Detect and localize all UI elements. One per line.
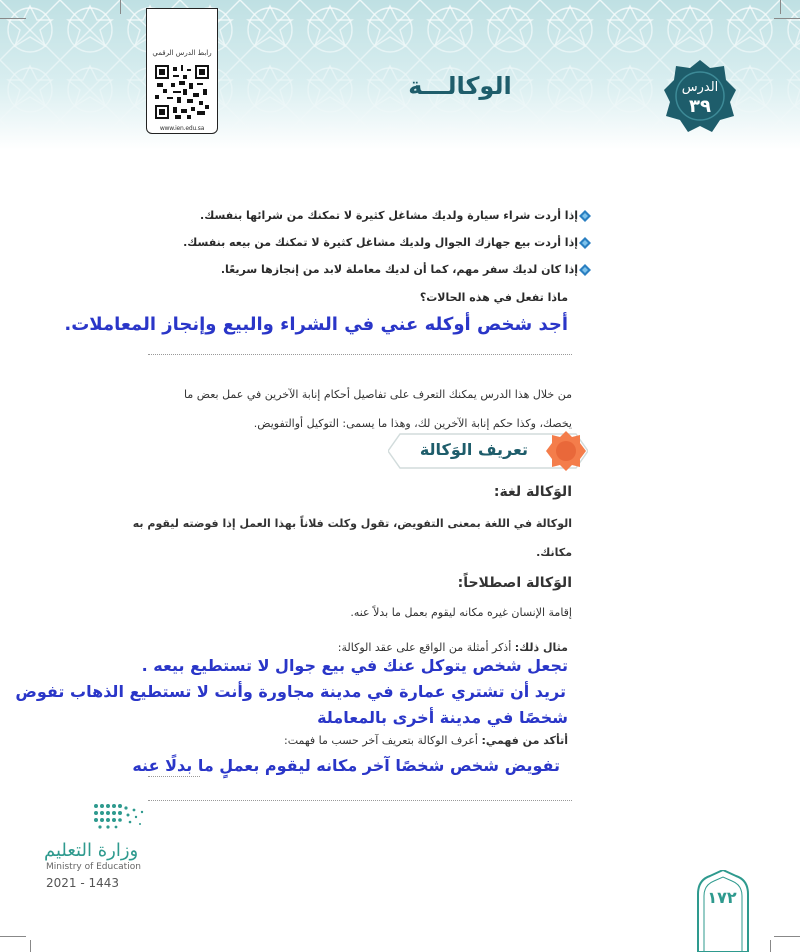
- question-text: إذا كان لديك سفر مهم، كما أن لديك معاملة لابد من إنجازها سريعًا.: [220, 263, 578, 276]
- edition-year: 2021 - 1443: [46, 876, 120, 890]
- example-answer-1[interactable]: تجعل شخص يتوكل عنك في بيع جوال لا تستطيع بيعه .: [141, 656, 568, 675]
- overview-line-2: يخصك، وكذا حكم إنابة الآخرين لك، وهذا ما يسمى: التوكيل أوالتفويض.: [253, 417, 572, 430]
- lesson-badge-number: ٣٩: [689, 96, 711, 117]
- lesson-title: الوكالـــة: [408, 72, 512, 100]
- example-label: مثال ذلك:: [514, 641, 568, 654]
- example-answer-3[interactable]: شخصًا في مدينة أخرى بالمعاملة: [317, 708, 568, 727]
- example-prompt-line: [338, 641, 568, 654]
- section-title: تعريف الوَكالة: [419, 440, 528, 459]
- definition-term-text: إقامة الإنسان غيره مكانه ليقوم بعمل ما بدلاً عنه.: [350, 606, 572, 619]
- crop-mark: [120, 0, 121, 14]
- bullet-icon: [578, 263, 592, 277]
- lesson-badge-label: الدرس: [681, 80, 719, 95]
- question-text: إذا أردت شراء سيارة ولديك مشاغل كثيرة لا تمكنك من شرائها بنفسك.: [200, 209, 578, 222]
- crop-mark: [0, 936, 26, 937]
- definition-term-heading: الوَكالة اصطلاحاً:: [457, 575, 572, 591]
- crop-mark: [774, 936, 800, 937]
- bullet-icon: [578, 236, 592, 250]
- qr-url[interactable]: www.ien.edu.sa: [159, 125, 205, 132]
- definition-language-line-2: مكانك.: [536, 546, 572, 559]
- check-answer[interactable]: تفويض شخص شخصًا آخر مكانه ليقوم بعملٍ ما بدلًا عنه: [132, 756, 560, 775]
- crop-mark: [770, 940, 771, 952]
- intro-prompt: ماذا تفعل في هذه الحالات؟: [419, 291, 568, 304]
- question-item: [200, 209, 578, 222]
- crop-mark: [30, 940, 31, 952]
- check-prompt: أعرف الوكالة بتعريف آخر حسب ما فهمت:: [283, 734, 478, 747]
- answer-dotted-line: [148, 776, 200, 777]
- ministry-name-arabic: وزارة التعليم: [44, 840, 139, 861]
- definition-language-line-1: الوكالة في اللغة بمعنى التفويض، تقول وكلت فلاناً بهذا العمل إذا فوضته ليقوم به: [132, 517, 572, 530]
- handwritten-answer[interactable]: أجد شخص أوكله عني في الشراء والبيع وإنجاز المعاملات.: [64, 314, 568, 335]
- definition-language-heading: الوَكالة لغة:: [493, 484, 572, 500]
- check-prompt-line: [284, 734, 568, 747]
- check-label: أتأكد من فهمي:: [481, 734, 568, 747]
- ministry-name-english: Ministry of Education: [46, 862, 141, 872]
- crop-mark: [774, 18, 800, 19]
- page-number: ١٧٢: [707, 888, 737, 907]
- bullet-icon: [578, 209, 592, 223]
- crop-mark: [0, 18, 26, 19]
- ministry-logo-icon: [90, 798, 150, 834]
- qr-code-card[interactable]: [146, 8, 218, 134]
- qr-title: رابط الدرس الرقمي: [152, 49, 212, 57]
- question-item: [183, 236, 578, 249]
- example-prompt: أذكر أمثلة من الواقع على عقد الوكالة:: [337, 641, 512, 654]
- answer-dotted-line: [148, 800, 572, 801]
- overview-line-1: من خلال هذا الدرس يمكنك التعرف على تفاصيل أحكام إنابة الآخرين في عمل بعض ما: [184, 388, 572, 401]
- page-number-tab: [696, 870, 750, 952]
- answer-dotted-line: [148, 354, 572, 355]
- crop-mark: [780, 0, 781, 14]
- question-text: إذا أردت بيع جهازك الجوال ولديك مشاغل كثيرة لا تمكنك من بيعه بنفسك.: [183, 236, 578, 249]
- example-answer-2[interactable]: تريد أن تشتري عمارة في مدينة مجاورة وأنت لا تستطيع الذهاب تفوض: [15, 682, 566, 701]
- qr-code-icon: [155, 65, 209, 119]
- question-item: [221, 263, 578, 276]
